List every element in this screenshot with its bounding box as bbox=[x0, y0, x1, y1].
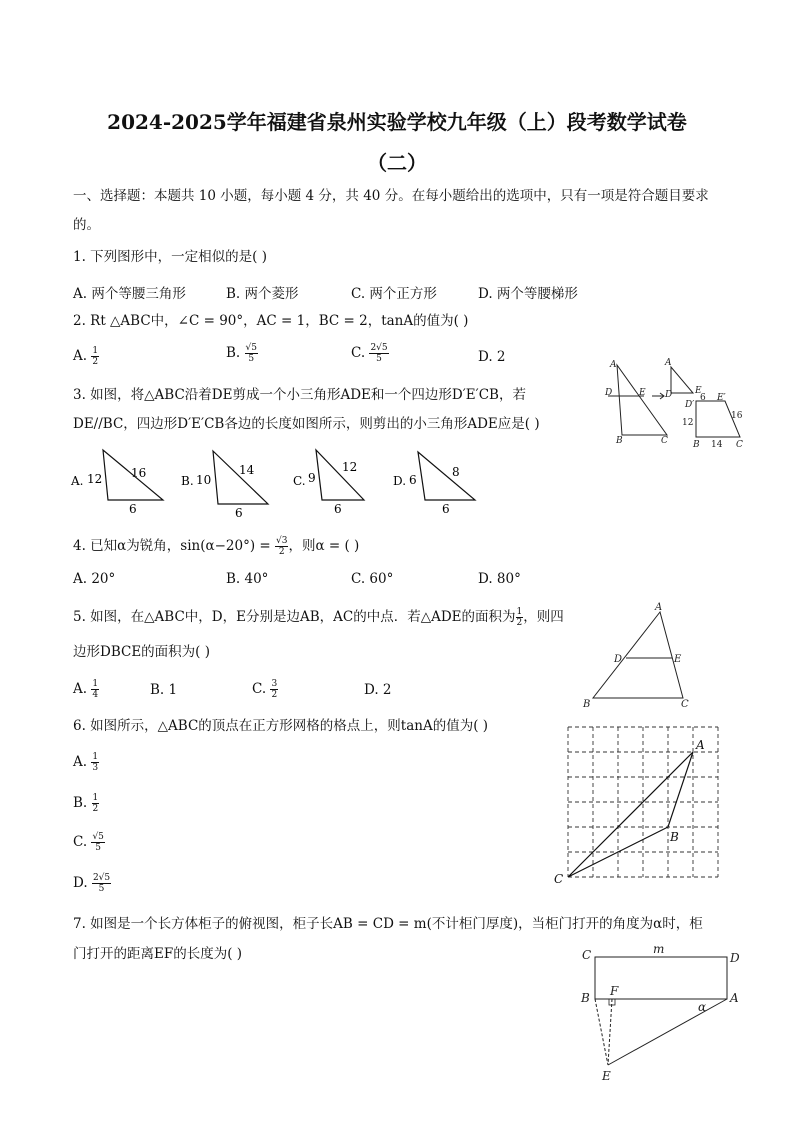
q7-figure bbox=[575, 935, 755, 1085]
q6-option-a[interactable]: A. $\frac{1}{3}$ bbox=[73, 752, 99, 773]
q7-fig-label-b: B bbox=[581, 991, 590, 1005]
q6-a-fraction: $\frac{1}{3}$ bbox=[92, 752, 99, 773]
svg-text:A.: A. bbox=[71, 474, 84, 488]
q7-fig-label-c: C bbox=[582, 948, 592, 962]
q7-fig-label-a: A bbox=[730, 991, 739, 1005]
svg-text:C.: C. bbox=[293, 474, 306, 488]
q3-fig-label-d: D bbox=[605, 388, 613, 398]
q3-fig-side-6: 6 bbox=[700, 393, 706, 403]
q5-fig-label-a: A bbox=[655, 602, 663, 613]
q6-b-fraction: $\frac{1}{2}$ bbox=[92, 793, 99, 814]
svg-text:6: 6 bbox=[409, 473, 417, 487]
q4-option-c[interactable]: C. 60° bbox=[351, 571, 394, 587]
q3-fig-label-e: E bbox=[639, 388, 646, 398]
svg-text:B.: B. bbox=[181, 474, 194, 488]
q2-a-label: A. bbox=[73, 348, 88, 364]
q3-fig-label-a: A bbox=[610, 360, 617, 370]
svg-text:6: 6 bbox=[235, 506, 243, 520]
q6-fig-label-b: B bbox=[670, 830, 679, 844]
q1-stem: 1. 下列图形中，一定相似的是( ) bbox=[73, 249, 267, 265]
q3-fig-label-b2: B bbox=[693, 440, 700, 450]
q5-c-fraction: $\frac{3}{2}$ bbox=[271, 679, 278, 700]
q7-fig-label-e: E bbox=[602, 1069, 611, 1083]
svg-text:14: 14 bbox=[239, 463, 255, 477]
q3-figure bbox=[590, 355, 760, 455]
q2-option-d[interactable]: D. 2 bbox=[478, 349, 506, 365]
q4-stem: 4. 已知α为锐角，sin(α−20°) = $\frac{√3}{2}$ ，则α = ( ) bbox=[73, 536, 360, 557]
svg-text:6: 6 bbox=[442, 502, 450, 516]
q5-fraction: $\frac{1}{2}$ bbox=[516, 607, 523, 628]
q1-option-c[interactable]: C. 两个正方形 bbox=[351, 286, 437, 302]
q5-fig-label-d: D bbox=[614, 654, 623, 665]
svg-text:10: 10 bbox=[196, 473, 212, 487]
paper-title-sub: （二） bbox=[367, 151, 427, 175]
q1-option-d[interactable]: D. 两个等腰梯形 bbox=[478, 286, 578, 302]
q5-option-d[interactable]: D. 2 bbox=[364, 682, 392, 698]
q6-option-d[interactable]: D. $\frac{2√5}{5}$ bbox=[73, 873, 111, 894]
q6-fig-label-c: C bbox=[554, 872, 564, 886]
q4-option-d[interactable]: D. 80° bbox=[478, 571, 521, 587]
q3-fig-label-c: C bbox=[661, 436, 668, 446]
svg-text:6: 6 bbox=[129, 502, 137, 516]
q7-stem-line2: 门打开的距离EF的长度为( ) bbox=[73, 946, 243, 962]
q7-fig-label-alpha: α bbox=[698, 1000, 707, 1014]
q3-fig-side-14: 14 bbox=[711, 440, 723, 450]
svg-text:12: 12 bbox=[342, 460, 358, 474]
q2-option-a[interactable] bbox=[73, 346, 99, 367]
q3-fig-label-c2: C bbox=[736, 440, 743, 450]
q5-fig-label-b: B bbox=[583, 699, 591, 710]
q4-fraction: $\frac{√3}{2}$ bbox=[276, 536, 288, 557]
q7-fig-label-m: m bbox=[653, 942, 665, 956]
q3-stem-line2: DE//BC，四边形D′E′CB各边的长度如图所示，则剪出的小三角形ADE应是( ) bbox=[73, 416, 540, 432]
q7-fig-label-d: D bbox=[730, 951, 740, 965]
q4-option-a[interactable]: A. 20° bbox=[73, 571, 116, 587]
q3-fig-label-dprime: D′ bbox=[685, 400, 695, 410]
svg-text:8: 8 bbox=[452, 465, 460, 479]
q3-fig-side-12: 12 bbox=[682, 418, 694, 428]
q2-c-label: C. bbox=[351, 345, 366, 361]
q2-b-fraction: $\frac{√5}{5}$ bbox=[245, 343, 257, 364]
q2-option-b[interactable] bbox=[226, 343, 258, 364]
q5-option-b[interactable]: B. 1 bbox=[150, 682, 178, 698]
q6-figure bbox=[550, 720, 730, 890]
q6-c-fraction: $\frac{√5}{5}$ bbox=[92, 832, 104, 853]
q6-option-c[interactable]: C. $\frac{√5}{5}$ bbox=[73, 832, 104, 853]
q2-c-fraction: $\frac{2√5}{5}$ bbox=[370, 343, 388, 364]
paper-title: 2024-2025学年福建省泉州实验学校九年级（上）段考数学试卷 bbox=[107, 110, 687, 134]
q5-option-c[interactable]: C. $\frac{3}{2}$ bbox=[252, 679, 278, 700]
q2-b-label: B. bbox=[226, 345, 241, 361]
q5-stem-line2: 边形DBCE的面积为( ) bbox=[73, 644, 211, 660]
q3-options bbox=[68, 448, 508, 523]
q6-option-b[interactable]: B. $\frac{1}{2}$ bbox=[73, 793, 99, 814]
section-heading: 一、选择题：本题共 10 小题，每小题 4 分，共 40 分。在每小题给出的选项中，只有一项是符合题目要求 bbox=[73, 188, 709, 204]
q7-fig-label-f: F bbox=[610, 984, 619, 998]
q3-fig-label-b: B bbox=[616, 436, 623, 446]
svg-text:6: 6 bbox=[334, 502, 342, 516]
q3-fig-label-e2: E bbox=[695, 386, 702, 396]
section-heading-cont: 的。 bbox=[73, 217, 100, 233]
svg-text:12: 12 bbox=[87, 472, 103, 486]
q3-fig-label-eprime: E′ bbox=[717, 393, 726, 403]
q4-option-b[interactable]: B. 40° bbox=[226, 571, 269, 587]
q5-figure bbox=[578, 600, 698, 712]
q1-option-a[interactable]: A. 两个等腰三角形 bbox=[73, 286, 186, 302]
q3-fig-label-a2: A bbox=[665, 358, 672, 368]
q1-option-b[interactable]: B. 两个菱形 bbox=[226, 286, 299, 302]
q3-option-b[interactable] bbox=[181, 451, 268, 520]
q3-option-a[interactable] bbox=[70, 450, 163, 516]
svg-text:16: 16 bbox=[131, 466, 147, 480]
q5-fig-label-c: C bbox=[681, 699, 689, 710]
q3-stem-line1: 3. 如图，将△ABC沿着DE剪成一个小三角形ADE和一个四边形D′E′CB，若 bbox=[73, 387, 526, 403]
q7-stem-line1: 7. 如图是一个长方体柜子的俯视图，柜子长AB = CD = m(不计柜门厚度)，当柜门打开的角度为α时，柜 bbox=[73, 916, 703, 932]
q6-triangle bbox=[568, 752, 693, 877]
q5-fig-label-e: E bbox=[674, 654, 682, 665]
q2-stem: 2. Rt △ABC中，∠C = 90°，AC = 1，BC = 2，tanA的值为( ) bbox=[73, 313, 469, 329]
q6-d-fraction: $\frac{2√5}{5}$ bbox=[92, 873, 111, 894]
q3-option-c[interactable] bbox=[293, 450, 364, 516]
q5-option-a[interactable]: A. $\frac{1}{4}$ bbox=[73, 679, 99, 700]
q5-stem-line1: 5. 如图，在△ABC中，D，E分别是边AB，AC的中点．若△ADE的面积为 $\frac{1}{2}$ ，则四 bbox=[73, 607, 564, 628]
q2-a-fraction: $\frac{1}{2}$ bbox=[92, 346, 99, 367]
q3-fig-side-16: 16 bbox=[731, 411, 743, 421]
svg-text:9: 9 bbox=[308, 471, 316, 485]
q2-option-c[interactable] bbox=[351, 343, 389, 364]
q3-option-d[interactable] bbox=[393, 452, 475, 516]
svg-text:D.: D. bbox=[393, 474, 407, 488]
q6-stem: 6. 如图所示，△ABC的顶点在正方形网格的格点上，则tanA的值为( ) bbox=[73, 718, 489, 734]
q6-fig-label-a: A bbox=[696, 738, 705, 752]
q3-fig-label-d2: D bbox=[665, 390, 673, 400]
q5-a-fraction: $\frac{1}{4}$ bbox=[92, 679, 99, 700]
